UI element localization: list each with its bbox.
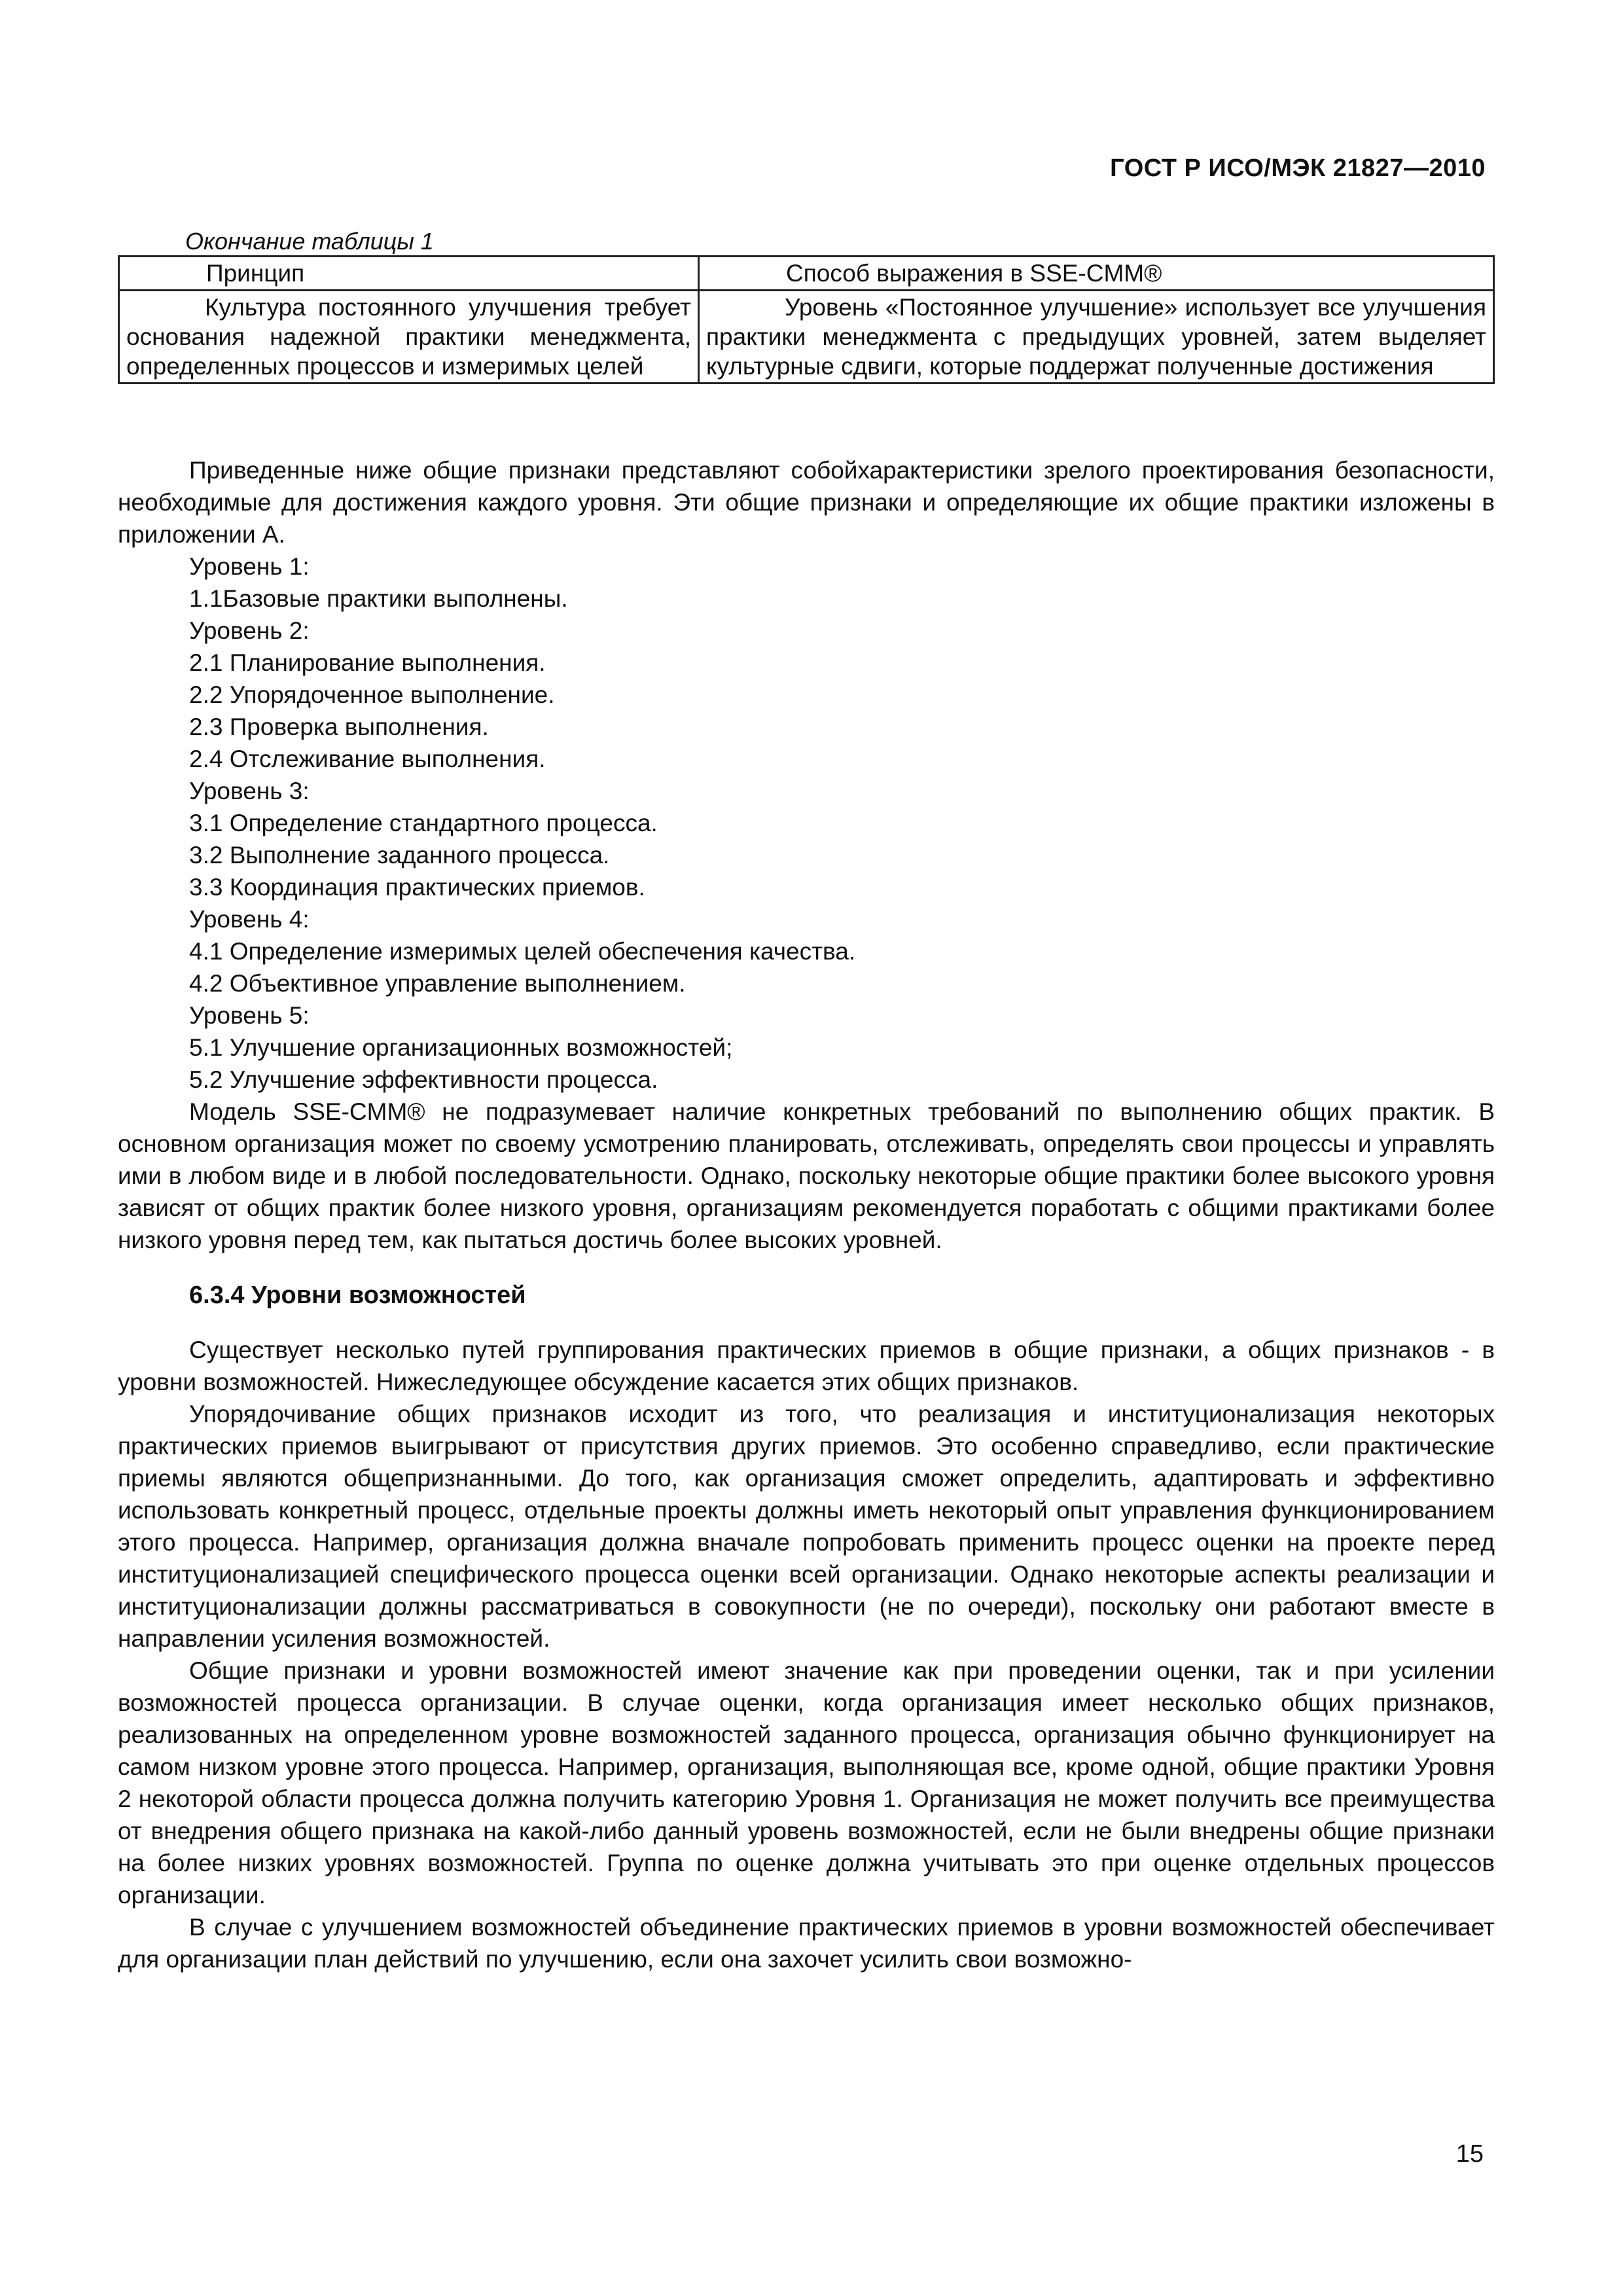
section-paragraph: Существует несколько путей группирования практических приемов в общие признаки, а общих признаков - в уровни возможностей. Нижеследующее обсуждение касается этих общих признаков. [118, 1336, 1495, 1395]
table-cell [699, 291, 1494, 384]
table-header-expression: Способ выражения в SSE-CMM® [699, 257, 1494, 291]
list-item: 3.3 Координация практических приемов. [189, 874, 645, 901]
table-header-row [119, 257, 1494, 291]
body-text [118, 454, 1495, 1975]
list-item: 5.2 Улучшение эффективности процесса. [189, 1066, 658, 1093]
list-item: 2.4 Отслеживание выполнения. [189, 745, 546, 772]
section-paragraph: В случае с улучшением возможностей объединение практических приемов в уровни возможностей обеспечивает для организации план действий по улучшению, если она захочет усилить свои возможно- [118, 1914, 1495, 1973]
table-row [119, 291, 1494, 384]
list-item: 2.2 Упорядоченное выполнение. [189, 681, 555, 708]
list-item: 3.1 Определение стандартного процесса. [189, 810, 658, 836]
table-cell-text: Уровень «Постоянное улучшение» использует все улучшения практики менеджмента с предыдущих уровней, затем выделяет культурные сдвиги, которые поддержат полученные достижения [706, 294, 1486, 380]
level-heading: Уровень 2: [189, 617, 310, 644]
level-heading: Уровень 5: [189, 1002, 310, 1029]
section-paragraph: Общие признаки и уровни возможностей имеют значение как при проведении оценки, так и при усилении возможностей процесса организации. В случае оценки, когда организация имеет несколько общих признаков, реализованных на определенном уровне возможностей заданного процесса, организация обычно функционирует на самом низком уровне этого процесса. Например, организация, выполняющая все, кроме одной, общие практики Уровня 2 некоторой области процесса должна получить категорию Уровня 1. Организация не может получить все преимущества от внедрения общего признака на какой-либо данный уровень возможностей, если не были внедрены общие признаки на более низких уровнях возможностей. Группа по оценке должна учитывать это при оценке отдельных процессов организации. [118, 1657, 1495, 1909]
table-continuation-caption: Окончание таблицы 1 [185, 228, 434, 255]
section-heading: 6.3.4 Уровни возможностей [189, 1282, 526, 1309]
level-heading: Уровень 3: [189, 778, 310, 804]
principles-table [118, 255, 1495, 384]
table-header-principle: Принцип [119, 257, 699, 291]
table-cell [119, 291, 699, 384]
list-item: 1.1Базовые практики выполнены. [189, 585, 568, 612]
level-heading: Уровень 4: [189, 906, 310, 933]
section-paragraph: Упорядочивание общих признаков исходит из того, что реализация и институционализация некоторых практических приемов выигрывают от присутствия других приемов. Это особенно справедливо, если практические приемы являются общепризнанными. До того, как организация сможет определить, адаптировать и эффективно использовать конкретный процесс, отдельные проекты должны иметь некоторый опыт управления функционированием этого процесса. Например, организация должна вначале попробовать применить процесс оценки на проекте перед институционализацией специфического процесса оценки всей организации. Однако некоторые аспекты реализации и институционализации должны рассматриваться в совокупности (не по очереди), поскольку они работают вместе в направлении усиления возможностей. [118, 1401, 1495, 1652]
level-heading: Уровень 1: [189, 553, 310, 580]
model-paragraph: Модель SSE-CMM® не подразумевает наличие конкретных требований по выполнению общих практик. В основном организация может по своему усмотрению планировать, отслеживать, определять свои процессы и управлять ими в любом виде и в любой последовательности. Однако, поскольку некоторые общие практики более высокого уровня зависят от общих практик более низкого уровня, организациям рекомендуется поработать с общими практиками более низкого уровня перед тем, как пытаться достичь более высоких уровней. [118, 1098, 1495, 1253]
list-item: 4.1 Определение измеримых целей обеспечения качества. [189, 938, 856, 965]
list-item: 4.2 Объективное управление выполнением. [189, 970, 686, 997]
page-number: 15 [1455, 2140, 1484, 2168]
list-item: 5.1 Улучшение организационных возможностей; [189, 1034, 733, 1061]
list-item: 2.1 Планирование выполнения. [189, 649, 546, 676]
intro-paragraph: Приведенные ниже общие признаки представляют собойхарактеристики зрелого проектирования безопасности, необходимые для достижения каждого уровня. Эти общие признаки и определяющие их общие практики изложены в приложении А. [118, 457, 1495, 548]
list-item: 2.3 Проверка выполнения. [189, 713, 489, 740]
document-id: ГОСТ Р ИСО/МЭК 21827—2010 [1110, 154, 1486, 182]
list-item: 3.2 Выполнение заданного процесса. [189, 842, 610, 869]
table-cell-text: Культура постоянного улучшения требует основания надежной практики менеджмента, определенных процессов и измеримых целей [126, 294, 691, 380]
